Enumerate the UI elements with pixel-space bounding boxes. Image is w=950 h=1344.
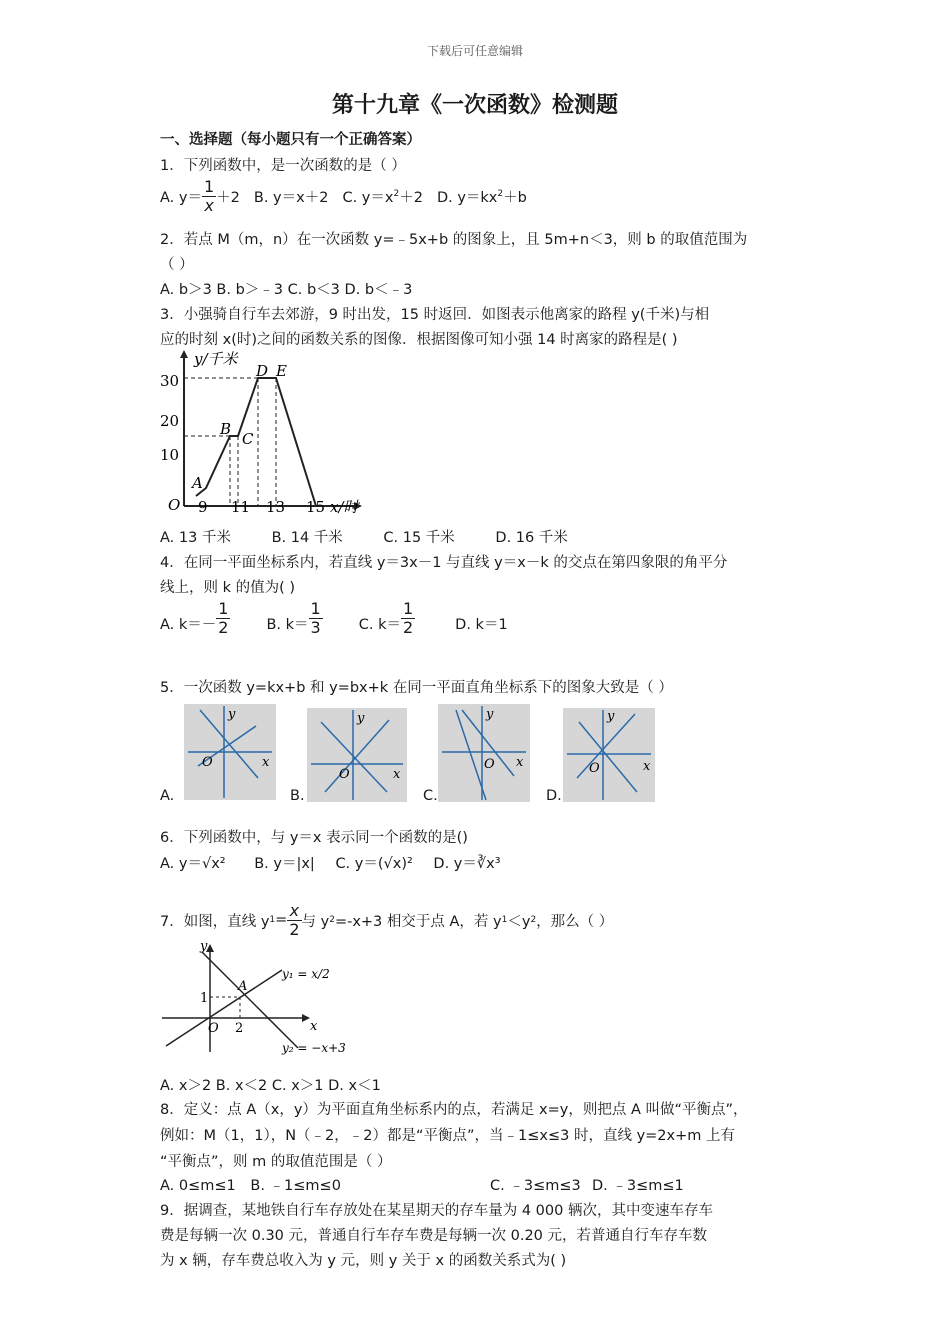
q5-graph-a	[184, 704, 276, 800]
q7-graph	[158, 942, 362, 1056]
q8-optD: D. ﹣3≤m≤1	[592, 1178, 684, 1194]
q3-xtick-15: 15	[306, 498, 326, 516]
q4-optA-fraction: $\frac{1}{2}$	[218, 599, 229, 637]
q1-stem: 1．下列函数中，是一次函数的是（ ）	[160, 158, 406, 174]
q6-optA: A. y＝√x²	[160, 856, 226, 872]
q3-xtick-11: 11	[231, 498, 251, 516]
q6-optD: D. y＝∛x³	[433, 856, 501, 872]
q1-optD: D. $y=kx^2+b$	[436, 188, 527, 206]
q3-line2: 应的时刻 x(时)之间的函数关系的图像．根据图像可知小强 14 时离家的路程是( )	[160, 332, 678, 348]
q1-optC: C. $y=x^2+2$	[342, 188, 423, 206]
svg-text:x: x	[516, 755, 524, 770]
q3-point-e: E	[276, 362, 287, 380]
q8-optA: A. 0≤m≤1	[160, 1178, 236, 1194]
q3-line1: 3．小强骑自行车去郊游，9 时出发，15 时返回．如图表示他离家的路程 y(千米)与相	[160, 307, 710, 323]
q3-point-d: D	[256, 362, 269, 380]
q1-optA-fraction: $\frac{1}{x}$	[203, 177, 215, 215]
q3-x-label: x/时	[330, 498, 359, 516]
page-title: 第十九章《一次函数》检测题	[331, 93, 618, 118]
q4-optC-fraction: $\frac{1}{2}$	[402, 599, 414, 637]
q9-line2: 费是每辆一次 0.30 元，普通自行车存车费是每辆一次 0.20 元，若普通自行车存车数	[160, 1228, 708, 1244]
q3-xtick-9: 9	[198, 498, 208, 516]
q3-distance-time-graph	[158, 346, 378, 520]
q5-label-a: A.	[160, 788, 175, 804]
q1-optA-pre: A. y＝	[160, 189, 202, 206]
q6-stem: 6．下列函数中，与 y＝x 表示同一个函数的是()	[160, 830, 468, 846]
svg-text:x: x	[393, 767, 401, 782]
q4-optC-pre: C. k＝	[358, 617, 401, 634]
svg-text:1: 1	[200, 991, 209, 1006]
q3-y-label: y/千米	[194, 350, 238, 368]
q6-optC: C. y＝(√x)²	[335, 856, 413, 872]
q4-options	[160, 600, 508, 636]
q7-label-y2: y₂ = −x+3	[282, 1041, 346, 1055]
q4-optB-pre: B. k＝	[266, 617, 309, 634]
q9-line1: 9．据调查，某地铁自行车存放处在某星期天的存车量为 4 000 辆次，其中变速车存车	[160, 1203, 713, 1219]
q3-optB: B. 14 千米	[271, 530, 343, 546]
q8-optB: B. ﹣1≤m≤0	[250, 1178, 341, 1194]
svg-text:x: x	[310, 1019, 318, 1034]
q8-line2: 例如：M（1，1），N（﹣2，﹣2）都是“平衡点”，当﹣1≤x≤3 时，直线 y=2x+m 上有	[160, 1128, 735, 1144]
q3-ytick-20: 20	[160, 412, 180, 430]
q4-line1: 4．在同一平面坐标系内，若直线 y＝3x－1 与直线 y＝x－k 的交点在第四象限的角平分	[160, 555, 728, 571]
svg-text:O: O	[208, 1021, 219, 1036]
q7-fraction: $\frac{x}{2}$	[289, 901, 300, 939]
svg-text:y: y	[607, 709, 615, 724]
q2-line2: （ ）	[160, 257, 194, 273]
q7-stem: 7．如图，直线 y 1 = $\frac{x}{2}$ 与 y 2 =-x+3 相交于点 A，若 y 1 ＜y 2 ，那么（ ）	[160, 901, 614, 939]
q3-y-arrow	[180, 350, 188, 358]
svg-text:O: O	[589, 761, 600, 776]
q5-graph-d	[563, 708, 655, 802]
q5-graph-c	[438, 704, 530, 802]
q4-optB-fraction: $\frac{1}{3}$	[310, 599, 321, 637]
q8-line3: “平衡点”，则 m 的取值范围是（ ）	[160, 1154, 392, 1170]
svg-text:O: O	[339, 767, 350, 782]
q5-graph-b	[307, 708, 407, 802]
svg-text:A: A	[238, 979, 248, 994]
q3-optD: D. 16 千米	[495, 530, 568, 546]
q4-optD: D. k＝1	[455, 617, 508, 634]
q3-optC: C. 15 千米	[383, 530, 455, 546]
q7-options: A. x＞2 B. x＜2 C. x＞1 D. x＜1	[160, 1078, 381, 1094]
q8-line1: 8．定义：点 A（x，y）为平面直角坐标系内的点，若满足 x=y，则把点 A 叫做“平衡点”，	[160, 1102, 748, 1118]
q1-optB: B. y＝x＋2	[253, 189, 329, 206]
svg-text:O: O	[484, 757, 495, 772]
q2-line1: 2．若点 M（m，n）在一次函数 y=﹣5x+b 的图象上，且 5m+n＜3，则 b 的取值范围为	[160, 232, 748, 248]
q5-label-c: C.	[423, 788, 438, 804]
q3-point-b: B	[220, 420, 232, 438]
q3-origin: O	[168, 496, 181, 514]
q5-stem: 5．一次函数 y=kx+b 和 y=bx+k 在同一平面直角坐标系下的图象大致是（ ）	[160, 680, 673, 696]
q6-options	[160, 852, 501, 873]
q8-optC: C. ﹣3≤m≤3	[490, 1178, 581, 1194]
svg-text:O: O	[202, 755, 213, 770]
svg-text:y: y	[357, 711, 365, 726]
svg-text:y: y	[486, 707, 494, 722]
q4-optA-pre: A. k＝－	[160, 617, 217, 634]
q2-options: A. b＞3 B. b＞﹣3 C. b＜3 D. b＜﹣3	[160, 282, 413, 298]
svg-text:y: y	[228, 707, 236, 722]
q4-line2: 线上，则 k 的值为( )	[160, 580, 296, 596]
q8-options	[160, 1174, 800, 1195]
q5-label-d: D.	[546, 788, 562, 804]
svg-text:x: x	[643, 759, 651, 774]
svg-text:x: x	[262, 755, 270, 770]
q7-line-y1	[166, 970, 282, 1046]
q5-label-b: B.	[290, 788, 305, 804]
q3-journey-line	[196, 378, 316, 506]
section-heading: 一、选择题（每小题只有一个正确答案）	[160, 132, 421, 148]
q3-optA: A. 13 千米	[160, 530, 231, 546]
svg-text:y: y	[200, 942, 208, 954]
q7-label-y1: y₁ = x/2	[282, 967, 330, 981]
page-header: 下载后可任意编辑	[426, 44, 523, 58]
q3-options	[160, 526, 568, 547]
q1-optA-post: ＋2	[216, 189, 240, 206]
q6-optB: B. y＝|x|	[254, 856, 315, 872]
q3-ytick-30: 30	[160, 372, 180, 390]
q1-options	[160, 178, 527, 214]
q3-xtick-13: 13	[266, 498, 286, 516]
q9-line3: 为 x 辆，存车费总收入为 y 元，则 y 关于 x 的函数关系式为( )	[160, 1253, 567, 1269]
q3-point-c: C	[242, 430, 254, 448]
svg-text:2: 2	[235, 1021, 244, 1036]
q3-point-a: A	[192, 474, 203, 492]
q3-ytick-10: 10	[160, 446, 180, 464]
